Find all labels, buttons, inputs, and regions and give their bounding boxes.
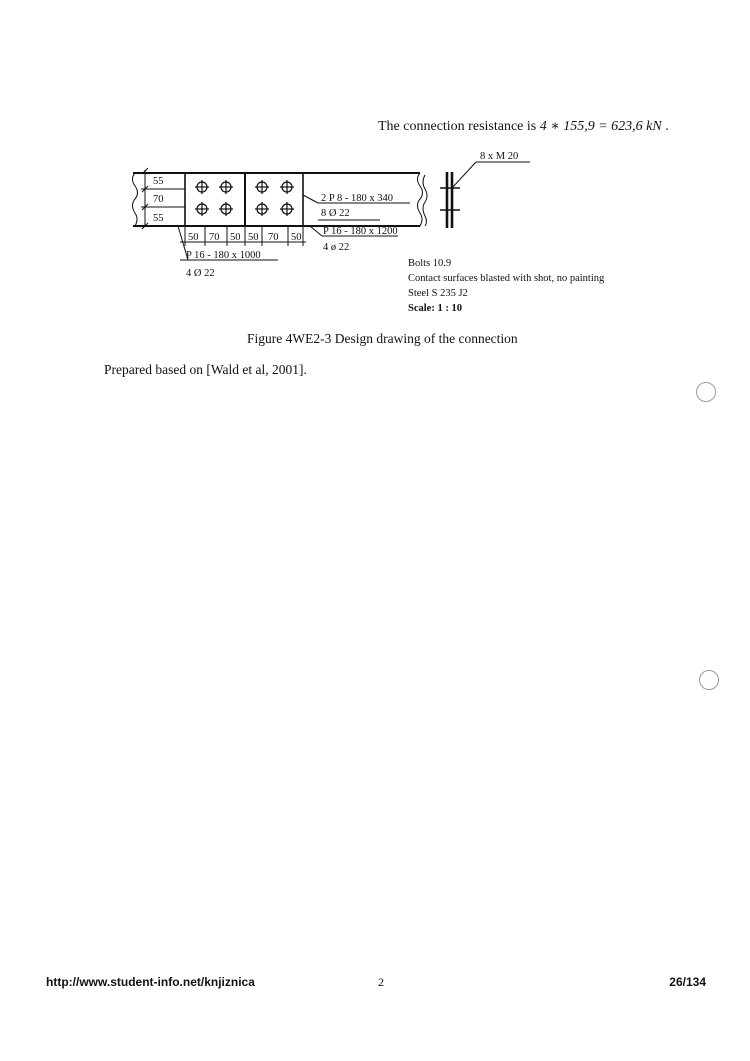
- dim-horizontal-1: 50: [188, 232, 199, 243]
- dim-vertical-middle: 70: [153, 194, 164, 205]
- dim-horizontal-5: 70: [268, 232, 279, 243]
- connection-design-drawing: [0, 0, 750, 320]
- footer-page-number: 2: [378, 975, 384, 989]
- dim-horizontal-3: 50: [230, 232, 241, 243]
- resistance-equation: 4 ∗ 155,9 = 623,6 kN: [539, 119, 662, 134]
- bolt-callout: 8 x M 20: [480, 151, 519, 162]
- cover-plate-label: 2 P 8 - 180 x 340: [321, 193, 393, 204]
- note-scale: Scale: 1 : 10: [408, 303, 462, 314]
- dim-horizontal-6: 50: [291, 232, 302, 243]
- resistance-prefix: The connection resistance is: [378, 119, 540, 134]
- left-plate-holes: 4 Ø 22: [186, 268, 215, 279]
- prepared-based-on-text: Prepared based on [Wald et al, 2001].: [104, 362, 307, 377]
- note-bolts: Bolts 10.9: [408, 258, 452, 269]
- dim-vertical-bottom: 55: [153, 213, 164, 224]
- punch-hole-top: [696, 382, 716, 402]
- left-plate-label: P 16 - 180 x 1000: [186, 250, 261, 261]
- right-plate-holes: 4 ø 22: [323, 242, 350, 253]
- footer-url: http://www.student-info.net/knjiznica: [46, 975, 255, 989]
- dim-vertical-top: 55: [153, 176, 164, 187]
- cover-plate-holes: 8 Ø 22: [321, 208, 350, 219]
- note-contact-surfaces: Contact surfaces blasted with shot, no painting: [408, 273, 605, 284]
- note-steel: Steel S 235 J2: [408, 288, 468, 299]
- right-plate-label: P 16 - 180 x 1200: [323, 226, 398, 237]
- punch-hole-bottom: [699, 670, 719, 690]
- dim-horizontal-2: 70: [209, 232, 220, 243]
- figure-caption: Figure 4WE2-3 Design drawing of the connection: [247, 331, 518, 346]
- resistance-suffix: .: [661, 119, 669, 134]
- dim-horizontal-4: 50: [248, 232, 259, 243]
- footer-page-count: 26/134: [669, 975, 706, 989]
